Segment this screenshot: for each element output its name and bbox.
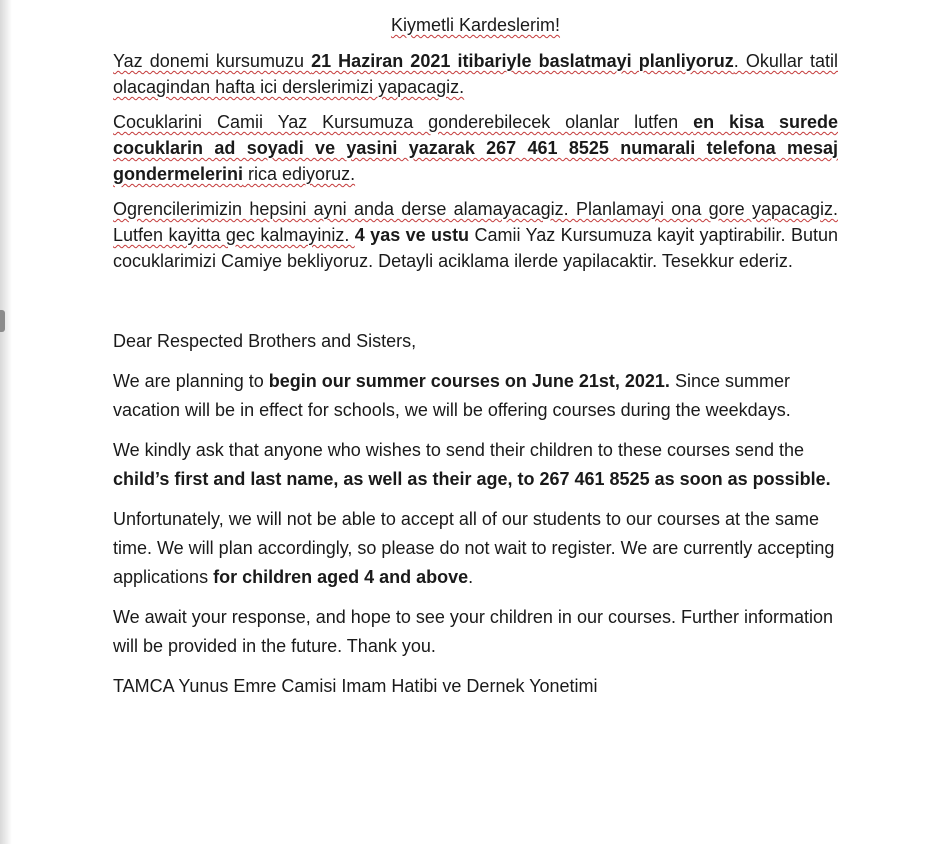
english-greeting: Dear Respected Brothers and Sisters,: [113, 331, 417, 351]
section-spacer: [113, 283, 838, 327]
tr-p2-text-1: Cocuklarini Camii Yaz Kursumuza gonderebilecek olanlar lutfen: [113, 112, 694, 132]
english-paragraph-3: [113, 505, 838, 592]
english-paragraph-1: [113, 367, 838, 425]
en-p2-text-1: We kindly ask that anyone who wishes to send their children to these courses send the: [113, 440, 805, 460]
english-paragraph-4: We await your response, and hope to see your children in our courses. Further information will be provided in the future. Thank you.: [113, 607, 834, 656]
tr-p1-text-2: . Okullar tatil olacagindan hafta ici derslerimizi yapacagiz.: [113, 51, 838, 97]
turkish-paragraph-1: [113, 48, 838, 100]
en-p3-text-1: Unfortunately, we will not be able to accept all of our students to our courses at the same time. We will plan accordingly, so please do not wait to register. We are currently accepting applications: [113, 509, 835, 587]
en-p3-text-2: .: [468, 567, 474, 587]
en-p1-text-1: We are planning to: [113, 371, 269, 391]
signature: TAMCA Yunus Emre Camisi Imam Hatibi ve Dernek Yonetimi: [113, 676, 598, 696]
tr-p2-bold: en kisa surede cocuklarin ad soyadi ve yasini yazarak 267 461 8525 numarali telefona mesaj gondermelerini: [113, 112, 838, 184]
en-p3-bold: for children aged 4 and above: [213, 567, 469, 587]
tr-p3-bold: 4 yas ve ustu: [354, 225, 470, 245]
turkish-paragraph-3: [113, 196, 838, 274]
en-p1-bold: begin our summer courses on June 21st, 2021.: [268, 371, 670, 391]
scroll-handle[interactable]: [0, 310, 5, 332]
english-paragraph-2: [113, 436, 838, 494]
tr-p3-text-2: Camii Yaz Kursumuza kayit yaptirabilir. Butun cocuklarimizi Camiye bekliyoruz. Detayli aciklama ilerde yapilacaktir. Tesekkur ederiz.: [113, 225, 839, 271]
en-p1-text-2: Since summer vacation will be in effect for schools, we will be offering courses during the weekdays.: [113, 371, 791, 420]
turkish-paragraph-2: [113, 109, 838, 187]
page-edge-shadow: [0, 0, 12, 844]
turkish-heading: Kiymetli Kardeslerim!: [390, 15, 561, 35]
tr-p1-text-1: Yaz donemi kursumuzu: [113, 51, 312, 71]
en-p2-bold: child’s first and last name, as well as their age, to 267 461 8525 as soon as possible.: [113, 469, 831, 489]
tr-p2-text-2: rica ediyoruz.: [243, 164, 356, 184]
letter-document: [113, 12, 838, 701]
tr-p1-bold: 21 Haziran 2021 itibariyle baslatmayi planliyoruz: [311, 51, 734, 71]
tr-p3-text-1: Ogrencilerimizin hepsini ayni anda derse alamayacagiz. Planlamayi ona gore yapacagiz. Lutfen kayitta gec kalmayiniz.: [113, 199, 838, 245]
